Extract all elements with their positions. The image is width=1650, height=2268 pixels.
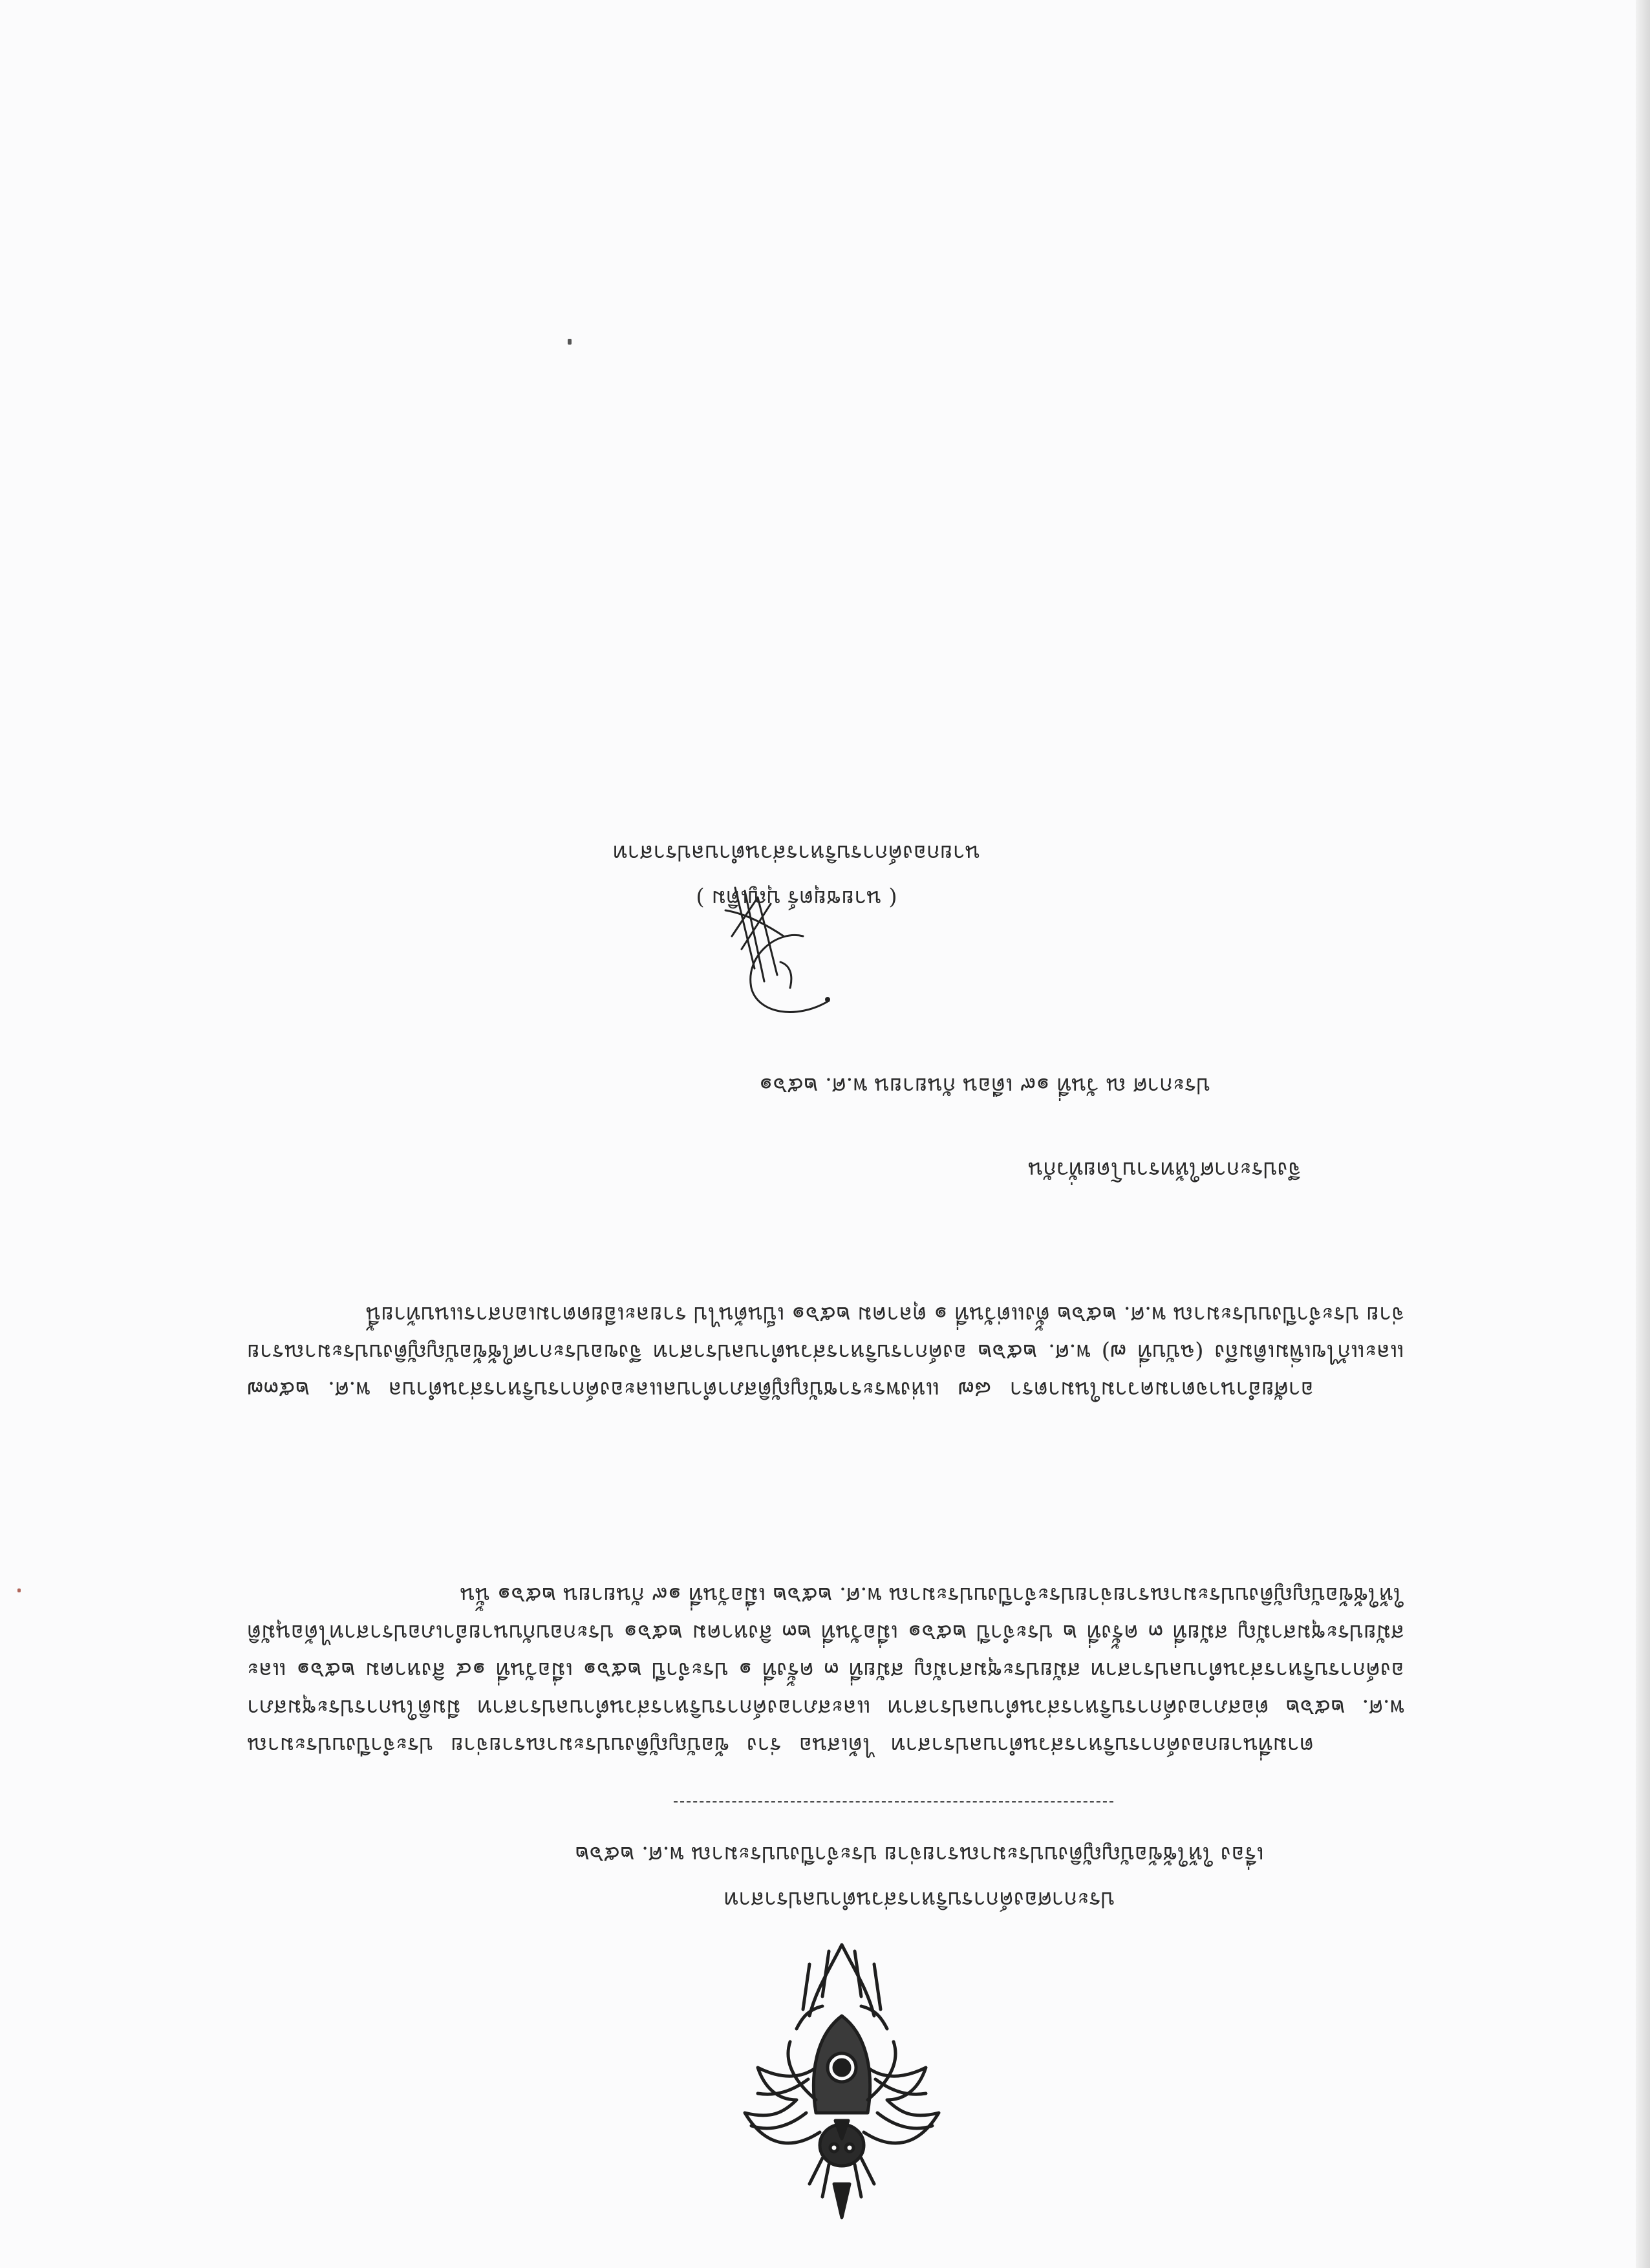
garuda-emblem-icon — [732, 1938, 952, 2223]
announcement-subject: เรื่อง ให้ใช้ข้อบัญญัติงบประมาณรายจ่าย ประจำปีงบประมาณ พ.ศ. ๒๕๖๒ — [575, 1841, 1264, 1867]
body-paragraph-1-text: ตามที่นายกองค์การบริหารส่วนตำบลปราสาท ได้เสนอ ร่าง ข้อบัญญัติงบประมาณรายจ่าย ประจำปีงบประมาณ พ.ศ. ๒๕๖๒ ต่อสภาองค์การบริหารส่วนตำบลปราสาท และสภาองค์การบริหารส่วนตำบลปราสาท มีมติในการประชุมสภาองค์การบริหารส่วนตำบลปราสาท สมัยประชุมสามัญ สมัยที่ ๓ ครั้งที่ ๑ ประจำปี ๒๕๖๑ เมื่อวันที่ ๑๔ สิงหาคม ๒๕๖๑ และสมัยประชุมสามัญ สมัยที่ ๓ ครั้งที่ ๒ ประจำปี ๒๕๖๑ เมื่อวันที่ ๒๓ สิงหาคม ๒๕๖๑ ประกอบกับนายอำเภอปราสาทได้อนุมัติ ให้ใช้ข้อบัญญัติงบประมาณรายจ่ายประจำปีงบประมาณ พ.ศ. ๒๕๖๒ เมื่อวันที่ ๑๙ กันยายน ๒๕๖๑ นั้น — [247, 1582, 1404, 1758]
scan-speck — [568, 339, 572, 345]
scan-speck — [17, 1589, 21, 1592]
announcement-date: ประกาศ ณ วันที่ ๑๙ เดือน กันยายน พ.ศ. ๒๕๖๑ — [758, 1073, 1210, 1098]
closing-statement: จึงประกาศให้ทราบโดยทั่วกัน — [1028, 1157, 1301, 1182]
body-paragraph-2 — [247, 1296, 1404, 1408]
signatory-name: ( นายชยุตร์ บุญเติม ) — [696, 885, 897, 911]
signatory-title: นายกองค์การบริหารส่วนตำบลปราสาท — [612, 840, 981, 866]
announcement-heading: ประกาศองค์การบริหารส่วนตำบลปราสาท — [723, 1887, 1115, 1912]
dashed-divider — [674, 1801, 1113, 1803]
body-paragraph-1 — [247, 1576, 1404, 1764]
body-paragraph-2-text: อาศัยอำนาจตามความในมาตรา ๘๗ แห่งพระราชบัญญัติสภาตำบลและองค์การบริหารส่วนตำบล พ.ศ. ๒๕๓๗ และแก้ไขเพิ่มเติมถึง (ฉบับที่ ๗) พ.ศ. ๒๕๖๒ องค์การบริหารส่วนตำบลปราสาท จึงขอประกาศใช้ข้อบัญญัติงบประมาณรายจ่าย ประจำปีงบประมาณ พ.ศ. ๒๕๖๒ ตั้งแต่วันที่ ๑ ตุลาคม ๒๕๖๑ เป็นต้นไป รายละเอียดตามเอกสารแนบท้ายนี้ — [247, 1301, 1404, 1402]
